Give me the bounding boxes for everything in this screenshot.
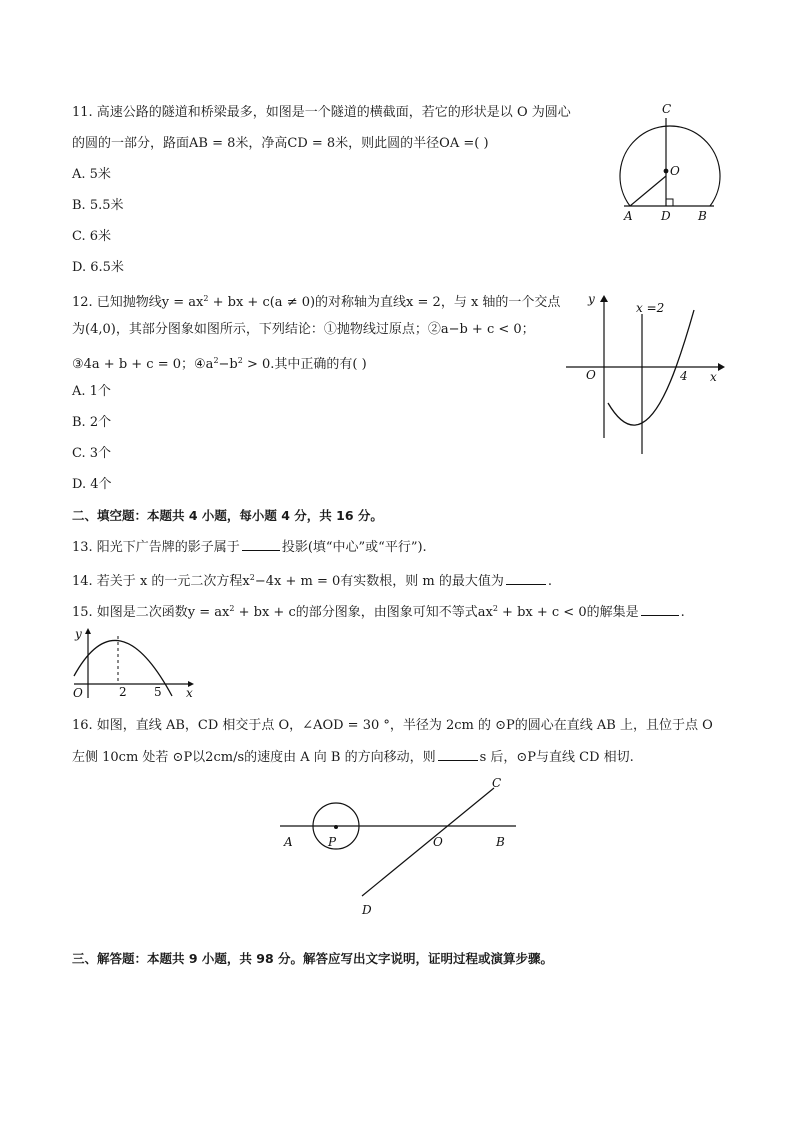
label-o: O [433,835,443,849]
label-4: 4 [680,369,688,383]
label-b: B [496,835,505,849]
answer-blank [641,603,679,616]
label-5: 5 [154,685,162,699]
label-d: D [661,209,671,223]
q12-option-d: D. 4个 [72,477,112,492]
tangent-figure [270,772,530,922]
label-p: P [328,835,337,849]
center-point-p [334,825,338,829]
right-angle-mark [666,199,673,206]
answer-blank [438,748,478,761]
x-axis-arrow [718,363,725,371]
answer-blank [506,572,546,585]
label-origin: O [73,686,83,700]
q11-line-1: 11. 高速公路的隧道和桥梁最多，如图是一个隧道的横截面，若它的形状是以 O 为圆心 [72,105,571,120]
radius-oa [630,176,666,206]
q12-line-2: 为(4,0)，其部分图象如图所示，下列结论：①抛物线过原点；②a−b + c < 0； [72,322,535,337]
q12-line-3: ③4a + b + c = 0；$④a^2-b^2 > 0$.其中正确的有( ) [72,356,367,372]
q12-line-1: 12. 已知抛物线$y = ax^2$ + bx + c(a ≠ 0)的对称轴为直线x = 2，与 x 轴的一个交点 [72,294,561,310]
q11-option-c: C. 6米 [72,229,112,244]
y-axis-arrow [600,295,608,302]
q16-line-1: 16. 如图，直线 AB，CD 相交于点 O，∠AOD = 30 °，半径为 2cm 的 ⊙P的圆心在直线 AB 上，且位于点 O [72,718,713,733]
label-b: B [698,209,707,223]
section-3-heading: 三、解答题：本题共 9 小题，共 98 分。解答应写出文字说明，证明过程或演算步骤。 [72,951,554,966]
label-y: y [588,292,595,306]
label-y: y [75,627,82,641]
label-origin: O [586,368,596,382]
parabola-figure-q12 [562,286,728,458]
q11-option-a: A. 5米 [72,167,111,182]
q15-line: 15. 如图是二次函数$y = ax^2$ + bx + c的部分图象，由图象可知不等式$ax^2$ + bx + c < 0的解集是 . [72,604,685,620]
q11-option-d: D. 6.5米 [72,260,124,275]
label-o: O [670,164,680,178]
label-c: C [662,102,672,116]
line-cd [362,788,494,896]
q12-option-c: C. 3个 [72,446,112,461]
label-d: D [362,903,372,917]
section-2-heading: 二、填空题：本题共 4 小题，每小题 4 分，共 16 分。 [72,508,383,523]
label-x: x [710,370,717,384]
tunnel-figure [606,100,730,228]
label-a: A [624,209,633,223]
label-a: A [284,835,293,849]
q16-line-2: 左侧 10cm 处若 ⊙P以2cm/s的速度由 A 向 B 的方向移动，则 s 后，⊙P与直线 CD 相切. [72,750,634,765]
label-x: x [186,686,193,700]
label-symmetry: x =2 [636,301,665,315]
parabola-figure-q15 [66,624,198,702]
q12-option-b: B. 2个 [72,415,112,430]
y-axis-arrow [85,628,91,634]
answer-blank [242,538,280,551]
center-point-o [664,169,669,174]
label-2: 2 [119,685,127,699]
q11-line-2: 的圆的一部分，路面AB = 8米，净高CD = 8米，则此圆的半径OA =( ) [72,136,489,151]
label-c: C [492,776,502,790]
q12-option-a: A. 1个 [72,384,111,399]
q13-line: 13. 阳光下广告牌的影子属于 投影(填“中心”或“平行”). [72,540,427,555]
q14-line: 14. 若关于 x 的一元二次方程$x^2-4x + m = 0$有实数根，则 m 的最大值为 . [72,573,552,589]
q11-option-b: B. 5.5米 [72,198,124,213]
